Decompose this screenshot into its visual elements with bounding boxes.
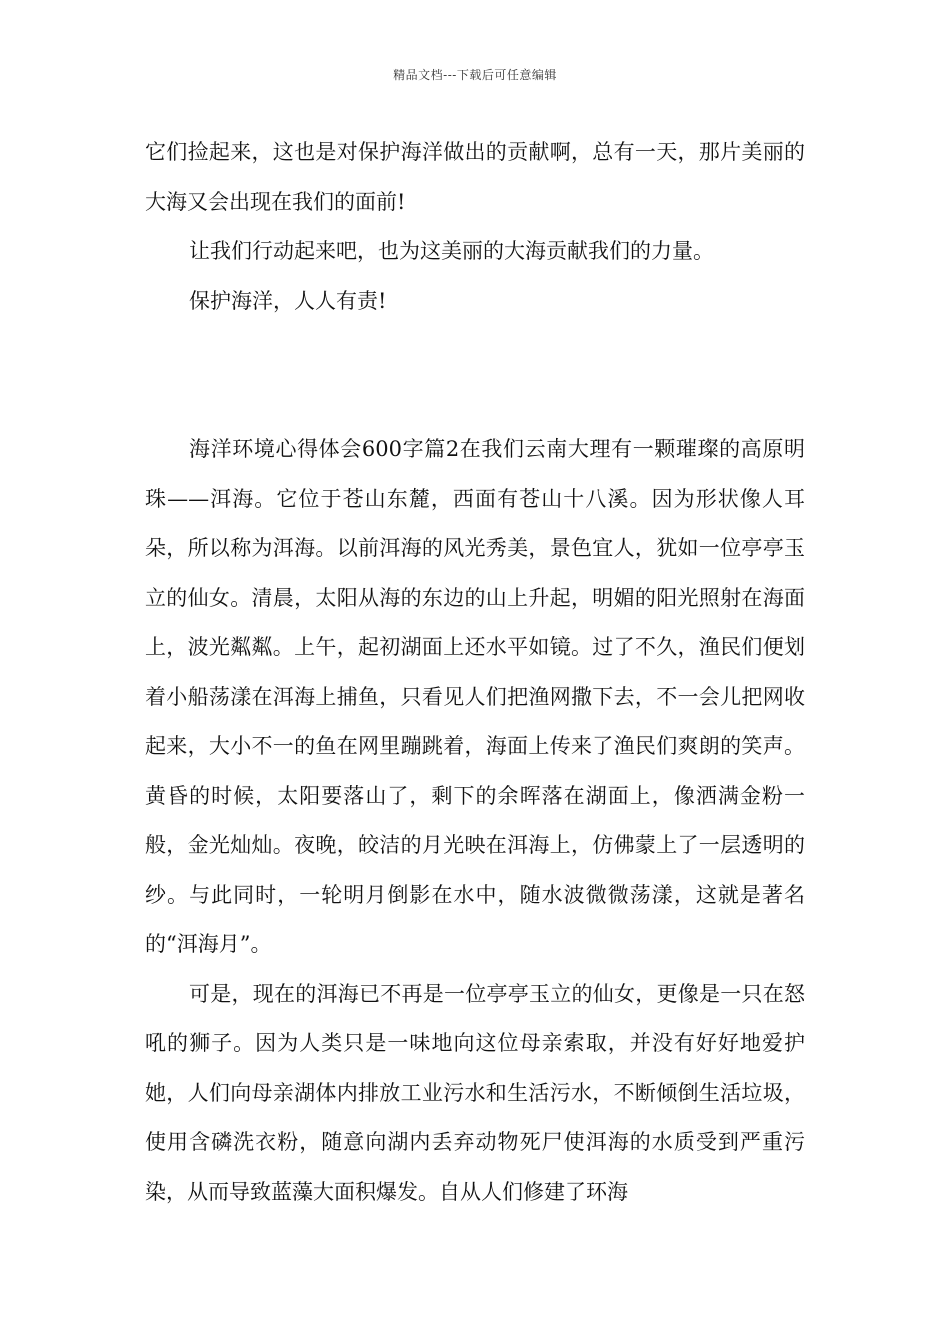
- section-spacer: [145, 326, 805, 425]
- paragraph-slogan: 保护海洋，人人有责!: [189, 288, 387, 313]
- page-header: 精品文档---下载后可任意编辑: [393, 68, 557, 82]
- document-body: [145, 128, 805, 1217]
- paragraph-erhai-description: 海洋环境心得体会600字篇2在我们云南大理有一颗璀璨的高原明珠——洱海。它位于苍山东麓，西面有苍山十八溪。因为形状像人耳朵，所以称为洱海。以前洱海的风光秀美，景色宜人，犹如一位亭亭玉立的仙女。清晨，太阳从海的东边的山上升起，明媚的阳光照射在海面上，波光粼粼。上午，起初湖面上还水平如镜。过了不久，渔民们便划着小船荡漾在洱海上捕鱼，只看见人们把渔网撒下去，不一会儿把网收起来，大小不一的鱼在网里蹦跳着，海面上传来了渔民们爽朗的笑声。黄昏的时候，太阳要落山了，剩下的余晖落在湖面上，像洒满金粉一般，金光灿灿。夜晚，皎洁的月光映在洱海上，仿佛蒙上了一层透明的纱。与此同时，一轮明月倒影在水中，随水波微微荡漾，这就是著名的“洱海月”。: [145, 437, 805, 956]
- paragraph-erhai-pollution: 可是，现在的洱海已不再是一位亭亭玉立的仙女，更像是一只在怒吼的狮子。因为人类只是一味地向这位母亲索取，并没有好好地爱护她，人们向母亲湖体内排放工业污水和生活污水，不断倾倒生活垃圾，使用含磷洗衣粉，随意向湖内丢弃动物死尸使洱海的水质受到严重污染，从而导致蓝藻大面积爆发。自从人们修建了环海: [145, 981, 805, 1204]
- paragraph-continuation: 它们捡起来，这也是对保护海洋做出的贡献啊，总有一天，那片美丽的大海又会出现在我们的面前!: [145, 140, 805, 214]
- paragraph-call-to-action: 让我们行动起来吧，也为这美丽的大海贡献我们的力量。: [189, 239, 714, 263]
